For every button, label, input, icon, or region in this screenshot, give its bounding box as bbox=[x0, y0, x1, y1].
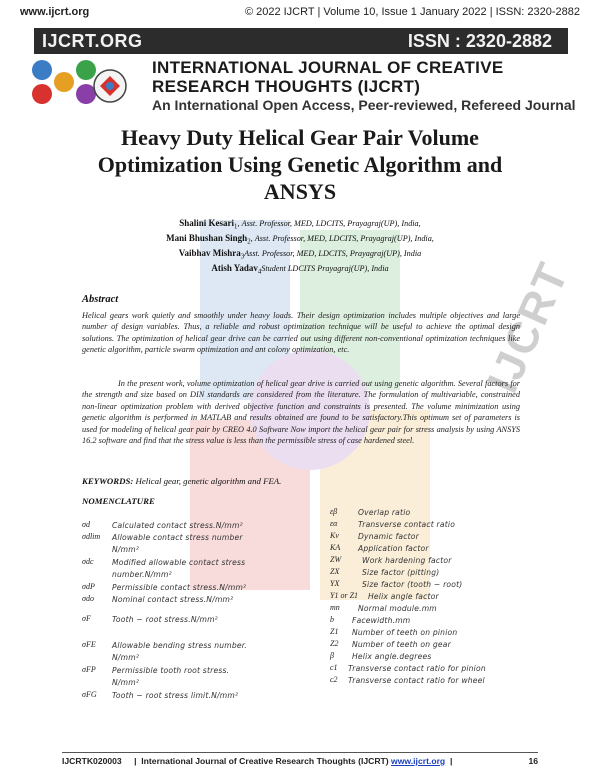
nom-description: Number of teeth on pinion bbox=[352, 628, 458, 637]
nom-description: Dynamic factor bbox=[358, 532, 419, 541]
footer-page-number: 16 bbox=[528, 756, 538, 766]
nom-symbol: Y1 or Z1 bbox=[330, 591, 359, 600]
nom-symbol: ZW bbox=[330, 555, 342, 564]
nom-symbol: εα bbox=[330, 519, 338, 528]
nom-description: N/mm² bbox=[112, 678, 140, 687]
nom-symbol: Kv bbox=[330, 531, 339, 540]
keywords bbox=[82, 476, 281, 486]
nom-description: number.N/mm² bbox=[112, 570, 172, 579]
nomenclature-heading: NOMENCLATURE bbox=[82, 496, 155, 506]
nom-description: Transverse contact ratio for wheel bbox=[348, 676, 485, 685]
nom-description: Size factor (tooth − root) bbox=[362, 580, 463, 589]
nom-symbol: c2 bbox=[330, 675, 338, 684]
nom-description: Tooth − root stress.N/mm² bbox=[112, 615, 218, 624]
nom-symbol: σF bbox=[82, 614, 91, 623]
author-name: Vaibhav Mishra bbox=[178, 248, 241, 259]
footer-url-link[interactable]: www.ijcrt.org bbox=[391, 756, 446, 766]
paper-title-line1: Heavy Duty Helical Gear Pair Volume bbox=[121, 125, 479, 150]
journal-banner bbox=[34, 28, 568, 54]
footer-journal-name: International Journal of Creative Research Thoughts (IJCRT) bbox=[141, 756, 389, 766]
nom-symbol: ZX bbox=[330, 567, 340, 576]
nom-symbol: σFG bbox=[82, 690, 97, 699]
author-name: Shalini Kesari bbox=[179, 218, 235, 228]
nom-description: Calculated contact stress.N/mm² bbox=[112, 521, 243, 530]
paper-title-line2: Optimization Using Genetic Algorithm and bbox=[97, 152, 503, 177]
page-header bbox=[0, 0, 600, 26]
header-issue-info: © 2022 IJCRT | Volume 10, Issue 1 January 2022 | ISSN: 2320-2882 bbox=[244, 6, 580, 18]
paper-title-line3: ANSYS bbox=[263, 179, 337, 204]
nom-description: Transverse contact ratio bbox=[358, 520, 456, 529]
banner-org: IJCRT.ORG bbox=[42, 31, 143, 51]
author-line: Shalini Kesari$_1$, Asst. Professor, MED, LDCITS, Prayagraj(UP), India, bbox=[179, 218, 421, 231]
nom-description: Permissible tooth root stress. bbox=[112, 666, 230, 675]
nom-symbol: β bbox=[330, 651, 334, 660]
author-name: Mani Bhushan Singh bbox=[166, 233, 248, 244]
journal-logo bbox=[30, 56, 142, 112]
author-affiliation: Asst. Professor, MED, LDCITS, Prayagraj(UP), India bbox=[244, 249, 422, 259]
nom-description: Tooth − root stress limit.N/mm² bbox=[112, 691, 239, 700]
author-index: 2 bbox=[247, 238, 251, 246]
nom-description: Allowable bending stress number. bbox=[112, 641, 248, 650]
author-name: Atish Yadav bbox=[211, 263, 258, 274]
author-affiliation: Asst. Professor, MED, LDCITS, Prayagraj(UP), India, bbox=[241, 219, 421, 228]
nom-description: Application factor bbox=[358, 544, 429, 553]
journal-name-line2: RESEARCH THOUGHTS (IJCRT) bbox=[152, 77, 421, 96]
nom-description: Facewidth.mm bbox=[352, 616, 411, 625]
journal-tagline: An International Open Access, Peer-reviewed, Refereed Journal bbox=[152, 97, 576, 113]
author-line: Mani Bhushan Singh$_2$, Asst. Professor, MED, LDCITS, Prayagraj(UP), India, bbox=[166, 233, 434, 246]
nom-description: Helix angle factor bbox=[368, 592, 439, 601]
nom-description: N/mm² bbox=[112, 653, 140, 662]
nom-description: Normal module.mm bbox=[358, 604, 437, 613]
nom-symbol: KA bbox=[330, 543, 341, 552]
nom-symbol: σdlim bbox=[82, 532, 101, 541]
footer-divider bbox=[62, 752, 538, 753]
nom-symbol: mn bbox=[330, 603, 340, 612]
banner-issn: ISSN : 2320-2882 bbox=[407, 31, 552, 51]
abstract-heading: Abstract bbox=[82, 294, 119, 305]
paper-title bbox=[60, 124, 540, 205]
nom-description: Number of teeth on gear bbox=[352, 640, 451, 649]
abstract-paragraph-2: In the present work, volume optimization of helical gear drive is carried out using genetic algorithm. Several factors for the strength and size based on DIN standards are considered from the literature. The formulation of multivariable, constrained non-linear optimization problem with derived objective function and constraints is presented. The volume minimization using genetic algorithm is performed in MATLAB and results obtained are found to be satisfactory.This optimum set of parameters is used for modeling of helical gear pair by CREO 4.0 Software Now import the helical gear pair for stress analysis by using ANSYS 16.2 software and find that the stress value is less than the permissible stress of case hardened steel. bbox=[82, 379, 520, 446]
nom-description: Allowable contact stress number bbox=[112, 533, 243, 542]
nom-symbol: σFE bbox=[82, 640, 96, 649]
watermark-text: IJCRT bbox=[478, 254, 579, 400]
nom-description: Permissible contact stress.N/mm² bbox=[112, 583, 247, 592]
abstract-paragraph-1: Helical gears work quietly and smoothly under heavy loads. Their design optimization includes multiple objectives and large number of design variables. Thus, a reliable and robust optimization technique will be useful to achieve the optimal design solutions. The optimization of helical gear drive can be carried out using different non-conventional optimization techniques like genetic algorithm, particle swarm optimization and ant colony optimization, etc. bbox=[82, 311, 520, 355]
nom-symbol: σFP bbox=[82, 665, 96, 674]
nom-symbol: b bbox=[330, 615, 334, 624]
nom-description: Helix angle.degrees bbox=[352, 652, 432, 661]
nom-description: Overlap ratio bbox=[358, 508, 411, 517]
footer-journal: | International Journal of Creative Research Thoughts (IJCRT) www.ijcrt.org | bbox=[134, 756, 453, 766]
author-line bbox=[100, 263, 500, 278]
author-line bbox=[100, 248, 500, 263]
author-affiliation: Student LDCITS Prayagraj(UP), India bbox=[261, 264, 389, 274]
nom-description: Modified allowable contact stress bbox=[112, 558, 246, 567]
nom-symbol: σd bbox=[82, 520, 90, 529]
nom-description: N/mm² bbox=[112, 545, 140, 554]
header-site-url[interactable]: www.ijcrt.org bbox=[20, 6, 90, 18]
nom-description: Nominal contact stress.N/mm² bbox=[112, 595, 234, 604]
nom-symbol: σdP bbox=[82, 582, 95, 591]
nom-symbol: σdo bbox=[82, 594, 94, 603]
author-affiliation: Asst. Professor, MED, LDCITS, Prayagraj(UP), India, bbox=[254, 234, 434, 244]
nom-symbol: Z2 bbox=[330, 639, 339, 648]
keywords-label: KEYWORDS: bbox=[82, 476, 134, 486]
author-list bbox=[100, 218, 500, 279]
journal-name-block bbox=[152, 58, 576, 114]
nom-symbol: εβ bbox=[330, 507, 338, 516]
nom-description: Work hardening factor bbox=[362, 556, 452, 565]
nom-description: Transverse contact ratio for pinion bbox=[348, 664, 486, 673]
nom-symbol: Z1 bbox=[330, 627, 339, 636]
author-index: 3 bbox=[240, 253, 245, 261]
author-index: 1 bbox=[234, 223, 238, 231]
nom-description: Size factor (pitting) bbox=[362, 568, 440, 577]
journal-name-line1: INTERNATIONAL JOURNAL OF CREATIVE bbox=[152, 58, 504, 77]
nom-symbol: YX bbox=[330, 579, 340, 588]
keywords-text: Helical gear, genetic algorithm and FEA. bbox=[135, 476, 282, 486]
footer-paper-id: IJCRTK020003 bbox=[62, 756, 122, 766]
author-index: 4 bbox=[257, 269, 262, 277]
nom-symbol: c1 bbox=[330, 663, 338, 672]
nom-symbol: σdc bbox=[82, 557, 94, 566]
page-footer bbox=[62, 756, 538, 766]
